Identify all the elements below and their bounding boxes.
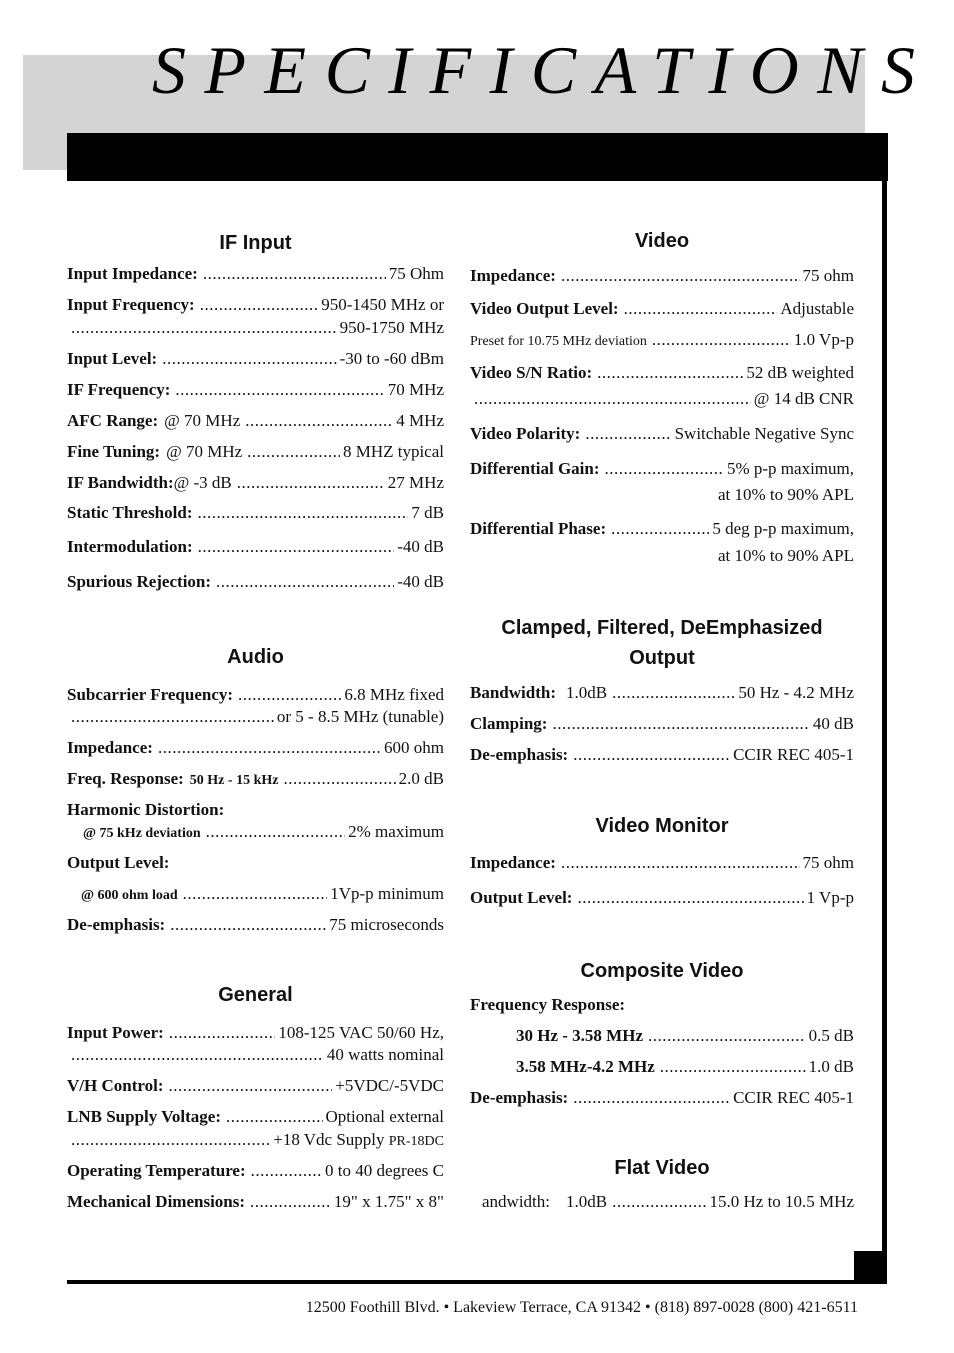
spec-row — [470, 423, 854, 445]
footer-address: 12500 Foothill Blvd. • Lakeview Terrace, CA 91342 • (818) 897-0028 (800) 421-6511 — [305, 1299, 858, 1316]
leader-dots — [203, 263, 386, 285]
leader-dots — [660, 1056, 806, 1078]
leader-dots — [183, 883, 328, 905]
spec-label: De-emphasis: — [67, 915, 166, 934]
leader-dots — [169, 1022, 276, 1044]
spec-row-sub — [470, 1025, 854, 1047]
spec-row — [67, 472, 444, 494]
bottom-border-rule — [67, 1280, 887, 1284]
leader-dots — [573, 744, 730, 766]
spec-value: 5% p-p maximum, — [726, 459, 854, 478]
spec-row — [67, 379, 444, 401]
leader-dots — [71, 1044, 324, 1066]
section-heading-clamped-line2: Output — [629, 647, 695, 669]
corner-block — [854, 1251, 887, 1283]
spec-value-main: +18 Vdc Supply — [273, 1130, 385, 1149]
spec-value: -40 dB — [397, 537, 444, 556]
spec-row — [470, 994, 854, 1016]
leader-dots — [226, 1106, 323, 1128]
spec-value: at 10% to 90% APL — [718, 485, 854, 504]
spec-row — [470, 852, 854, 874]
spec-row — [470, 1191, 854, 1213]
spec-row-sub — [470, 1056, 854, 1078]
spec-qualifier: 1.0dB — [565, 683, 608, 702]
leader-dots — [206, 821, 346, 843]
spec-value: 1 Vp-p — [806, 888, 854, 907]
spec-label: Harmonic Distortion: — [67, 800, 225, 819]
spec-value: 40 watts nominal — [326, 1045, 444, 1064]
leader-dots — [175, 379, 384, 401]
spec-label: Preset for 10.75 MHz deviation — [470, 334, 647, 349]
spec-value: 0 to 40 degrees C — [325, 1161, 444, 1180]
spec-value: Adjustable — [780, 299, 854, 318]
spec-value: Switchable Negative Sync — [674, 424, 854, 443]
leader-dots — [198, 536, 395, 558]
spec-row — [470, 682, 854, 704]
leader-dots — [611, 518, 709, 540]
spec-label: Input Frequency: — [67, 295, 195, 314]
spec-qualifier: @ -3 dB — [173, 473, 232, 492]
spec-row-continuation — [67, 317, 444, 339]
spec-row-continuation — [470, 484, 854, 506]
leader-dots — [71, 317, 337, 339]
leader-dots — [245, 410, 393, 432]
leader-dots — [71, 1129, 270, 1151]
spec-row-continuation — [67, 706, 444, 728]
spec-label: IF Bandwidth: — [67, 473, 174, 492]
spec-row — [67, 1022, 444, 1044]
spec-value: -40 dB — [397, 572, 444, 591]
spec-row — [67, 348, 444, 370]
spec-row — [67, 768, 444, 792]
leader-dots — [237, 472, 385, 494]
spec-qualifier: 50 Hz - 15 kHz — [189, 773, 279, 788]
spec-value: 950-1750 MHz — [339, 318, 444, 337]
spec-label: 3.58 MHz-4.2 MHz — [516, 1057, 655, 1076]
spec-value: 600 ohm — [384, 738, 444, 757]
spec-label: Input Power: — [67, 1023, 164, 1042]
leader-dots — [247, 441, 340, 463]
spec-label: Input Level: — [67, 349, 158, 368]
spec-row — [67, 737, 444, 759]
spec-row — [67, 852, 444, 874]
spec-value: 108-125 VAC 50/60 Hz, — [278, 1023, 444, 1042]
spec-value: 75 ohm — [802, 266, 854, 285]
spec-row — [67, 502, 444, 524]
spec-value: 75 microseconds — [329, 915, 444, 934]
spec-row-sub — [67, 883, 444, 907]
right-border-rule — [882, 181, 887, 1283]
spec-row — [470, 362, 854, 384]
section-heading-general: General — [218, 984, 293, 1006]
spec-label: Bandwidth: — [470, 683, 556, 702]
spec-label: 30 Hz - 3.58 MHz — [516, 1026, 643, 1045]
leader-dots — [474, 388, 751, 410]
spec-row — [67, 410, 444, 432]
section-heading-video: Video — [634, 230, 690, 252]
spec-value: at 10% to 90% APL — [718, 546, 854, 565]
spec-row-continuation — [67, 1044, 444, 1066]
spec-value: or 5 - 8.5 MHz (tunable) — [276, 707, 444, 726]
spec-row — [470, 329, 854, 353]
spec-value: 2% maximum — [348, 822, 444, 841]
leader-dots — [216, 571, 394, 593]
spec-qualifier: 1.0dB — [566, 1192, 608, 1211]
spec-qualifier: @ 70 MHz — [166, 442, 243, 461]
spec-label: Clamping: — [470, 714, 548, 733]
spec-row — [470, 458, 854, 480]
section-heading-flat-video: Flat Video — [614, 1157, 710, 1179]
spec-label: De-emphasis: — [470, 1088, 569, 1107]
spec-label: Input Impedance: — [67, 264, 198, 283]
spec-row — [470, 887, 854, 909]
spec-label: Static Threshold: — [67, 503, 193, 522]
spec-row — [67, 684, 444, 706]
leader-dots — [605, 458, 724, 480]
leader-dots — [158, 737, 381, 759]
spec-value: +5VDC/-5VDC — [335, 1076, 444, 1095]
spec-value: 70 MHz — [387, 380, 444, 399]
leader-dots — [250, 1191, 331, 1213]
leader-dots — [283, 768, 395, 790]
spec-row-sub — [67, 821, 444, 845]
section-heading-composite-video: Composite Video — [580, 960, 744, 982]
leader-dots — [585, 423, 671, 445]
leader-dots — [612, 1191, 706, 1213]
spec-row — [67, 799, 444, 821]
spec-label: Intermodulation: — [67, 537, 193, 556]
leader-dots — [652, 329, 791, 351]
spec-label: Differential Phase: — [470, 519, 607, 538]
spec-value: 2.0 dB — [398, 769, 444, 788]
spec-value: 15.0 Hz to 10.5 MHz — [709, 1192, 854, 1211]
leader-dots — [200, 294, 319, 316]
spec-row — [470, 298, 854, 320]
spec-value: CCIR REC 405-1 — [733, 1088, 854, 1107]
spec-value: 1.0 Vp-p — [793, 330, 854, 349]
spec-label: Video Output Level: — [470, 299, 619, 318]
spec-value: 52 dB weighted — [746, 363, 854, 382]
spec-label: andwidth: — [482, 1192, 550, 1211]
spec-label: AFC Range: — [67, 411, 159, 430]
spec-row — [470, 744, 854, 766]
spec-row — [67, 1191, 444, 1213]
leader-dots — [597, 362, 743, 384]
spec-row — [470, 1087, 854, 1109]
spec-row — [470, 713, 854, 735]
leader-dots — [577, 887, 803, 909]
header-black-band — [67, 133, 888, 181]
spec-row — [67, 536, 444, 558]
spec-value: 950-1450 MHz or — [321, 295, 444, 314]
leader-dots — [162, 348, 336, 370]
leader-dots — [71, 706, 274, 728]
spec-value: 1.0 dB — [808, 1057, 854, 1076]
spec-value: 0.5 dB — [808, 1026, 854, 1045]
spec-label: LNB Supply Voltage: — [67, 1107, 221, 1126]
spec-value: 6.8 MHz fixed — [344, 685, 444, 704]
spec-label: Fine Tuning: — [67, 442, 161, 461]
spec-label: Video S/N Ratio: — [470, 363, 593, 382]
spec-value: CCIR REC 405-1 — [733, 745, 854, 764]
spec-row — [67, 294, 444, 316]
spec-value: 40 dB — [812, 714, 854, 733]
spec-row — [470, 518, 854, 540]
leader-dots — [170, 914, 326, 936]
leader-dots — [612, 682, 735, 704]
spec-qualifier: @ 75 kHz deviation — [83, 826, 201, 841]
spec-label: Freq. Response: — [67, 769, 184, 788]
spec-row — [67, 1160, 444, 1182]
spec-label: Impedance: — [470, 266, 556, 285]
leader-dots — [169, 1075, 333, 1097]
leader-dots — [238, 684, 341, 706]
spec-label: Output Level: — [67, 853, 170, 872]
spec-label: Impedance: — [470, 853, 556, 872]
spec-row — [67, 1106, 444, 1128]
spec-value: 27 MHz — [387, 473, 444, 492]
spec-label: Differential Gain: — [470, 459, 600, 478]
spec-value: 1Vp-p minimum — [330, 884, 444, 903]
spec-value: Optional external — [325, 1107, 444, 1126]
spec-qualifier: @ 70 MHz — [164, 411, 241, 430]
spec-row — [67, 441, 444, 463]
leader-dots — [573, 1087, 730, 1109]
section-heading-clamped: Clamped, Filtered, DeEmphasized — [501, 617, 823, 639]
spec-value — [273, 1129, 444, 1153]
spec-value: 4 MHz — [396, 411, 444, 430]
spec-label: Subcarrier Frequency: — [67, 685, 234, 704]
spec-qualifier: @ 600 ohm load — [81, 888, 178, 903]
leader-dots — [624, 298, 778, 320]
section-heading-if-input: IF Input — [219, 232, 292, 254]
spec-label: Frequency Response: — [470, 995, 626, 1014]
spec-label: Output Level: — [470, 888, 573, 907]
page-title: SPECIFICATIONS — [152, 32, 934, 108]
spec-row — [67, 263, 444, 285]
spec-value: 7 dB — [411, 503, 444, 522]
spec-row-continuation — [470, 545, 854, 567]
spec-label: De-emphasis: — [470, 745, 569, 764]
spec-value: 8 MHZ typical — [342, 442, 444, 461]
spec-row-continuation — [67, 1129, 444, 1153]
spec-value: -30 to -60 dBm — [339, 349, 444, 368]
spec-row — [67, 914, 444, 936]
section-heading-video-monitor: Video Monitor — [595, 815, 729, 837]
spec-row — [470, 265, 854, 287]
spec-label: Video Polarity: — [470, 424, 581, 443]
spec-row-continuation — [470, 388, 854, 410]
spec-label: Impedance: — [67, 738, 153, 757]
spec-value: 75 Ohm — [388, 264, 444, 283]
spec-label: Mechanical Dimensions: — [67, 1192, 246, 1211]
spec-row — [67, 571, 444, 593]
spec-value: 19" x 1.75" x 8" — [333, 1192, 444, 1211]
leader-dots — [561, 265, 800, 287]
spec-label: Spurious Rejection: — [67, 572, 212, 591]
spec-label: Operating Temperature: — [67, 1161, 246, 1180]
leader-dots — [197, 502, 408, 524]
spec-label: V/H Control: — [67, 1076, 164, 1095]
leader-dots — [561, 852, 800, 874]
section-heading-audio: Audio — [227, 646, 284, 668]
leader-dots — [251, 1160, 322, 1182]
leader-dots — [648, 1025, 806, 1047]
spec-row — [67, 1075, 444, 1097]
leader-dots — [552, 713, 809, 735]
spec-label: IF Frequency: — [67, 380, 171, 399]
spec-value: 50 Hz - 4.2 MHz — [738, 683, 854, 702]
spec-value: @ 14 dB CNR — [753, 389, 854, 408]
spec-value-suffix: PR-18DC — [388, 1134, 444, 1149]
spec-value: 75 ohm — [802, 853, 854, 872]
spec-value: 5 deg p-p maximum, — [712, 519, 854, 538]
